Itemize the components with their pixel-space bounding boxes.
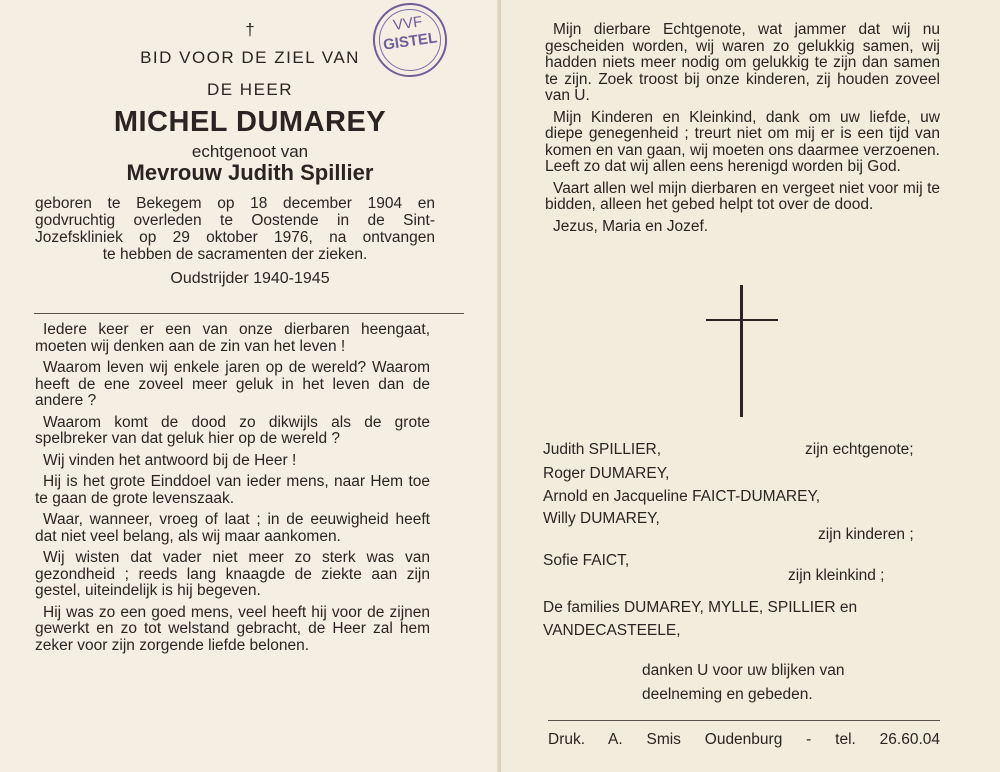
divider [548,720,940,721]
paragraph: Jezus, Maria en Jozef. [553,217,709,235]
spouse-role: zijn echtgenote; [805,441,914,458]
birth-line: Jozefskliniek op 29 oktober 1976, na ontvangen [35,229,435,246]
families-line: De families DUMAREY, MYLLE, SPILLIER en [543,599,858,616]
cross-icon [706,285,778,417]
printer-line: Druk. A. Smis Oudenburg - tel. 26.60.04 [548,731,940,748]
families-line: VANDECASTEELE, [543,622,681,639]
grandchild-name: Sofie FAICT, [543,552,630,569]
birth-line: te hebben de sacramenten der zieken. [102,246,368,263]
veteran-line: Oudstrijder 1940-1945 [170,270,330,287]
child-name: Arnold en Jacqueline FAICT-DUMAREY, [543,488,821,505]
small-cross-icon: † [245,20,255,39]
paragraph: Mijn Kinderen en Kleinkind, dank om uw liefde, uw diepe genegenheid ; treurt niet om mij er is een tijd van komen en van gaan, wij moeten ons daarmee verzoenen. Leeft zo dat wij allen eens herenigd worden bij God. [545,108,940,175]
meditation-text [35,322,430,659]
grandchild-role: zijn kleinkind ; [788,567,885,584]
child-name: Roger DUMAREY, [543,465,670,482]
paragraph: Waarom leven wij enkele jaren op de wereld? Waarom heeft de ene zoveel meer geluk in het leven dan de andere ? [35,359,430,409]
stamp-text: VVF [392,13,424,35]
paragraph: Mijn dierbare Echtgenote, wat jammer dat wij nu gescheiden worden, wij waren zo gelukkig samen, wij hadden niets meer nodig om gelukkig te zijn dan samen te zijn. Zoek troost bij onze kinderen, zij houden zoveel van U. [545,21,940,104]
spouse-label: echtgenoot van [191,142,309,161]
paragraph: Wij vinden het antwoord bij de Heer ! [43,451,297,469]
divider [34,313,464,314]
thanks-line: deelneming en gebeden. [642,686,813,703]
birth-line: godvruchtig overleden te Oostende in de Sint- [35,212,435,229]
prayer-heading: BID VOOR DE ZIEL VAN [140,48,360,67]
paragraph: Hij is het grote Einddoel van ieder mens, naar Hem toe te gaan de grote levenszaak. [35,473,430,507]
birth-line: geboren te Bekegem op 18 december 1904 en [35,195,435,212]
vvf-gistel-stamp [368,0,452,82]
farewell-text [545,22,940,240]
paragraph: Waarom komt de dood zo dikwijls als de grote spelbreker van dat geluk hier op de wereld ? [35,413,430,447]
thanks-line: danken U voor uw blijken van [642,662,845,679]
children-role: zijn kinderen ; [818,526,914,543]
paragraph: Waar, wanneer, vroeg of laat ; in de eeuwigheid heeft dat niet veel belang, als wij maar aankomen. [35,511,430,545]
birth-death-details [35,195,435,263]
title-line: DE HEER [206,80,294,99]
paragraph: Hij was zo een goed mens, veel heeft hij voor de zijnen gewerkt en zo tot welstand gebracht, de Heer zal hem zeker voor zijn zorgende liefde belonen. [35,603,430,654]
paragraph: Vaart allen wel mijn dierbaren en vergeet niet voor mij te bidden, alleen het gebed helpt tot over de dood. [545,179,940,213]
paragraph: Iedere keer er een van onze dierbaren heengaat, moeten wij denken aan de zin van het leven ! [35,321,430,355]
deceased-name: MICHEL DUMAREY [113,106,387,138]
child-name: Willy DUMAREY, [543,510,660,527]
spouse-name: Judith SPILLIER, [543,441,662,458]
stamp-text: GISTEL [382,29,439,54]
spouse-name: Mevrouw Judith Spillier [126,160,374,185]
paragraph: Wij wisten dat vader niet meer zo sterk was van gezondheid ; reeds lang knaagde de ziekte aan zijn gestel, uiteindelijk is hij begeven. [35,549,430,599]
